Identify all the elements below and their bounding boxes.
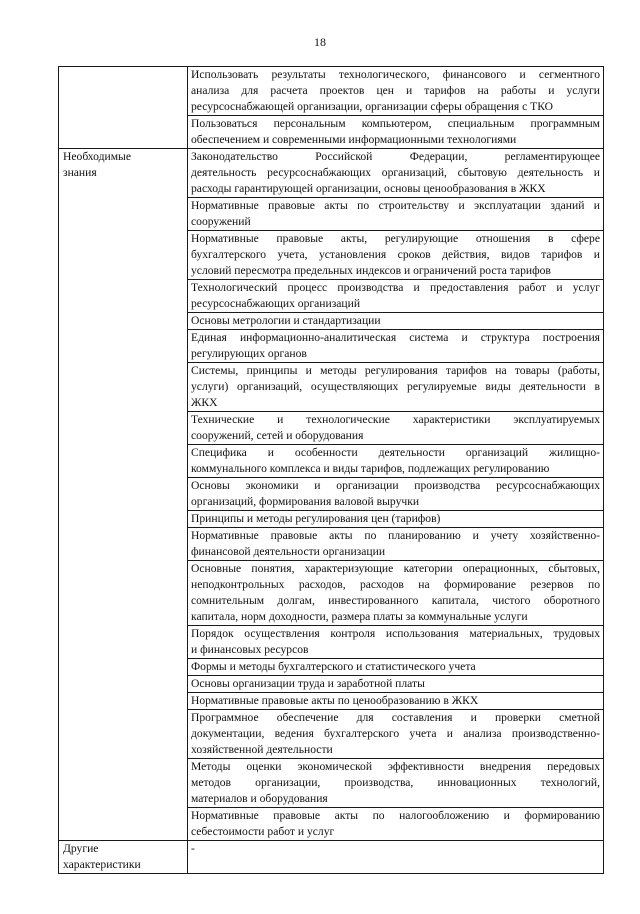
item-text-line: Системы, принципы и методы регулирования тарифов на товары (работы, [191, 364, 600, 377]
item-text-line: Пользоваться персональным компьютером, специальным программным [191, 117, 600, 130]
item-cell [188, 676, 604, 693]
item-cell [188, 149, 604, 198]
table-body [59, 67, 604, 874]
item-cell [188, 313, 604, 330]
item-text-line: Единая информационно-аналитическая система и структура построения [191, 331, 600, 344]
item-text-line: обеспечением и современными информационными технологиями [191, 133, 517, 146]
item-text-line: капитала, норм доходности, размера платы за коммунальные услуги [191, 610, 528, 623]
item-cell [188, 445, 604, 478]
item-cell [188, 330, 604, 363]
item-text-line: сооружений, сетей и оборудования [191, 429, 364, 442]
row-label-cell [59, 149, 188, 841]
item-text-line: коммунального комплекса и виды тарифов, подлежащих регулированию [191, 462, 550, 475]
item-text-line: Законодательство Российской Федерации, регламентирующее [191, 150, 600, 163]
item-text-line: Основные понятия, характеризующие категории операционных, сбытовых, [191, 562, 600, 575]
row-label-line: знания [63, 166, 97, 179]
item-cell [188, 231, 604, 280]
item-text-line: услуги) организаций, осуществляющих регулируемые виды деятельности в [191, 380, 600, 393]
item-text-line: расходы гарантирующей организации, основы ценообразования в ЖКХ [191, 182, 546, 195]
item-text-line: Формы и методы бухгалтерского и статистического учета [191, 660, 476, 673]
item-text-line: Использовать результаты технологического, финансового и сегментного [191, 68, 600, 81]
item-text-line: Принципы и методы регулирования цен (тарифов) [191, 512, 441, 525]
item-cell [188, 528, 604, 561]
item-text-line: деятельность ресурсоснабжающих организаций, сбытовую деятельность и [191, 166, 600, 179]
item-text-line: сомнительным долгам, инвестированного капитала, чистого оборотного [191, 594, 600, 607]
item-text-line: неподконтрольных расходов, расходов на формирование резервов по [191, 578, 600, 591]
item-cell [188, 759, 604, 808]
item-cell [188, 412, 604, 445]
item-text-line: регулирующих органов [191, 347, 307, 360]
page-number: 18 [314, 35, 326, 49]
table-row [59, 841, 604, 874]
table-row [59, 67, 604, 116]
item-text-line: хозяйственной деятельности [191, 743, 333, 756]
item-cell [188, 198, 604, 231]
item-text-line: Программное обеспечение для составления и проверки сметной [191, 711, 600, 724]
item-text-line: Основы экономики и организации производства ресурсоснабжающих [191, 479, 600, 492]
item-text-line: финансовой деятельности организации [191, 545, 386, 558]
item-cell [188, 116, 604, 149]
item-cell [188, 841, 604, 874]
item-text-line: материалов и оборудования [191, 792, 328, 805]
item-cell [188, 67, 604, 116]
item-text-line: Технические и технологические характеристики эксплуатируемых [191, 413, 600, 426]
item-cell [188, 710, 604, 759]
item-text-line: - [191, 842, 195, 855]
item-text-line: Нормативные правовые акты по налогообложению и формированию [191, 809, 600, 822]
item-cell [188, 478, 604, 511]
item-text-line: ресурсоснабжающих организаций [191, 297, 361, 310]
item-text-line: сооружений [191, 215, 251, 228]
item-text-line: Основы организации труда и заработной платы [191, 677, 425, 690]
row-label-line: Другие [63, 842, 99, 855]
item-text-line: себестоимости работ и услуг [191, 825, 335, 838]
row-label-line: характеристики [63, 858, 141, 871]
item-cell [188, 693, 604, 710]
row-label-line: Необходимые [63, 150, 131, 163]
item-text-line: Нормативные правовые акты по строительству и эксплуатации зданий и [191, 199, 600, 212]
item-text-line: Специфика и особенности деятельности организаций жилищно- [191, 446, 600, 459]
item-cell [188, 659, 604, 676]
item-text-line: организаций, формирования валовой выручки [191, 495, 420, 508]
item-text-line: документации, ведения бухгалтерского учета и анализа производственно- [191, 727, 600, 740]
item-text-line: Нормативные правовые акты по планированию и учету хозяйственно- [191, 529, 600, 542]
row-label-cell [59, 841, 188, 874]
item-text-line: условий пересмотра предельных индексов и ограничений роста тарифов [191, 264, 551, 277]
item-cell [188, 808, 604, 841]
item-text-line: методов организации, производства, инновационных технологий, [191, 776, 600, 789]
qualification-table [58, 66, 604, 874]
item-text-line: анализа для расчета проектов цен и тарифов на работы и услуги [191, 84, 600, 97]
item-text-line: ЖКХ [191, 396, 218, 409]
item-text-line: Нормативные правовые акты, регулирующие отношения в сфере [191, 232, 600, 245]
item-text-line: Нормативные правовые акты по ценообразованию в ЖКХ [191, 694, 479, 707]
item-text-line: и финансовых ресурсов [191, 643, 309, 656]
item-text-line: ресурсоснабжающей организации, организации сферы обращения с ТКО [191, 100, 554, 113]
item-text-line: бухгалтерского учета, установления сроков действия, видов тарифов и [191, 248, 600, 261]
item-text-line: Порядок осуществления контроля использования материальных, трудовых [191, 627, 600, 640]
item-text-line: Методы оценки экономической эффективности внедрения передовых [191, 760, 600, 773]
item-cell [188, 626, 604, 659]
item-cell [188, 363, 604, 412]
item-cell [188, 511, 604, 528]
item-cell [188, 561, 604, 626]
row-label-cell [59, 67, 188, 149]
item-cell [188, 280, 604, 313]
item-text-line: Основы метрологии и стандартизации [191, 314, 381, 327]
item-text-line: Технологический процесс производства и предоставления работ и услуг [191, 281, 600, 294]
table-row [59, 149, 604, 198]
